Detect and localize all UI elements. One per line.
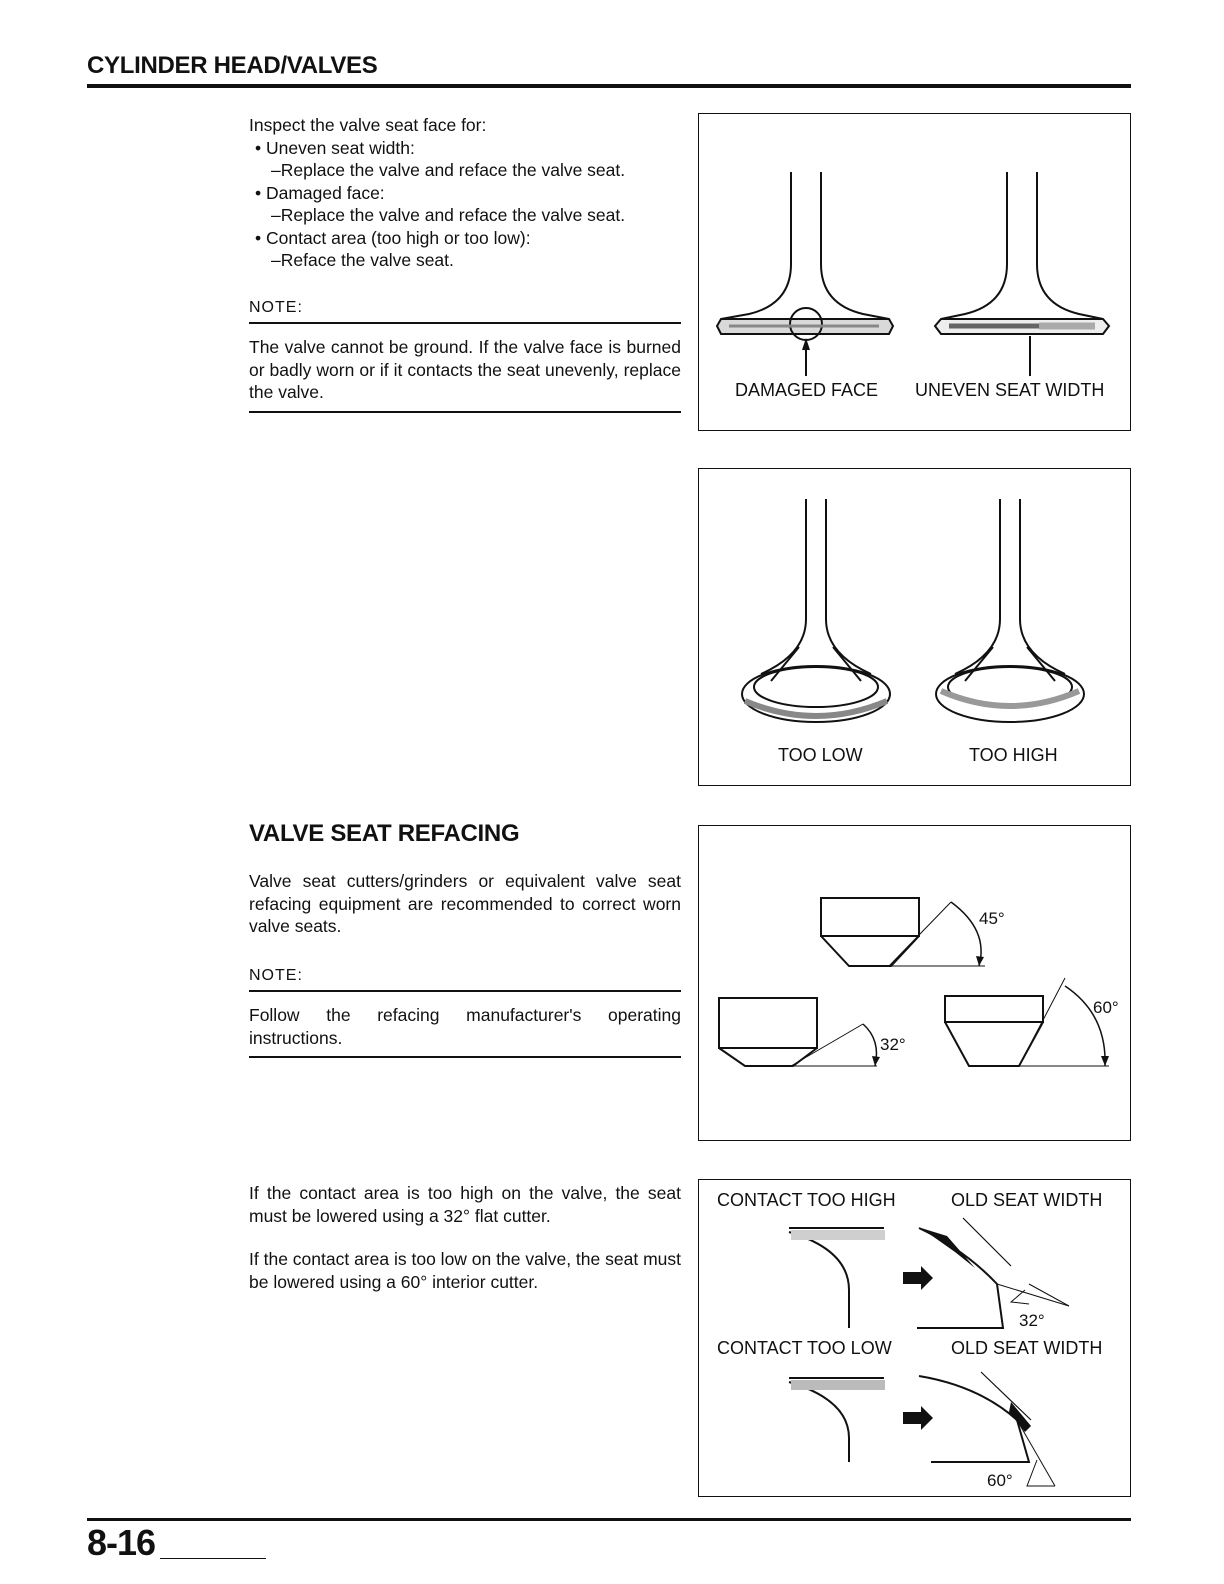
figure-cutter-angles — [698, 825, 1131, 1141]
cutter-angles-illustration — [699, 826, 1132, 1142]
contact-too-low-text: If the contact area is too low on the valve, the seat must be lowered using a 60° interior cutter. — [249, 1249, 681, 1292]
contact-too-high-text: If the contact area is too high on the valve, the seat must be lowered using a 32° flat cutter. — [249, 1183, 681, 1226]
note-text: The valve cannot be ground. If the valve face is burned or badly worn or if it contacts the seat unevenly, replace the valve. — [249, 337, 681, 402]
caption-too-high: TOO HIGH — [969, 745, 1058, 765]
figure-seat-correction — [698, 1179, 1131, 1497]
caption-uneven-seat-width: UNEVEN SEAT WIDTH — [915, 380, 1105, 400]
angle-60-correction-label: 60° — [987, 1471, 1013, 1490]
figure-contact-position — [698, 468, 1131, 786]
note-rule-top — [249, 322, 681, 324]
inspect-item-contact: • Contact area (too high or too low): — [255, 227, 531, 248]
figure-valve-face-damage — [698, 113, 1131, 431]
valve-contact-illustration — [699, 469, 1132, 787]
section-title: CYLINDER HEAD/VALVES — [87, 52, 378, 79]
caption-too-low: TOO LOW — [778, 745, 863, 765]
caption-old-seat-width-bottom: OLD SEAT WIDTH — [951, 1338, 1103, 1358]
refacing-intro: Valve seat cutters/grinders or equivalent valve seat refacing equipment are recommended to correct worn valve seats. — [249, 871, 681, 936]
inspect-intro: Inspect the valve seat face for: — [249, 115, 487, 135]
caption-damaged-face: DAMAGED FACE — [735, 380, 879, 400]
caption-contact-too-low: CONTACT TOO LOW — [717, 1338, 892, 1358]
inspect-action-contact: –Reface the valve seat. — [271, 250, 454, 270]
page-number-underline — [160, 1558, 266, 1559]
caption-contact-too-high: CONTACT TOO HIGH — [717, 1190, 896, 1210]
note-label-2: NOTE: — [249, 967, 303, 984]
note-rule-bottom — [249, 411, 681, 413]
note2-rule-bottom — [249, 1056, 681, 1058]
inspect-item-damaged: • Damaged face: — [255, 182, 385, 203]
note2-rule-top — [249, 990, 681, 992]
footer-rule — [87, 1518, 1131, 1521]
inspect-action-uneven: –Replace the valve and reface the valve seat. — [271, 160, 626, 180]
page-number: 8-16 — [87, 1522, 156, 1563]
inspect-action-damaged: –Replace the valve and reface the valve seat. — [271, 205, 626, 225]
note2-text: Follow the refacing manufacturer's operating instructions. — [249, 1005, 681, 1048]
caption-old-seat-width-top: OLD SEAT WIDTH — [951, 1190, 1103, 1210]
refacing-heading: VALVE SEAT REFACING — [249, 820, 520, 847]
note-label: NOTE: — [249, 299, 303, 316]
angle-32-label: 32° — [880, 1035, 906, 1054]
angle-32-correction-label: 32° — [1019, 1311, 1045, 1330]
inspect-list — [249, 114, 689, 272]
inspect-item-uneven: • Uneven seat width: — [255, 137, 415, 158]
angle-45-label: 45° — [979, 909, 1005, 928]
header-rule — [87, 84, 1131, 88]
angle-60-label: 60° — [1093, 998, 1119, 1017]
